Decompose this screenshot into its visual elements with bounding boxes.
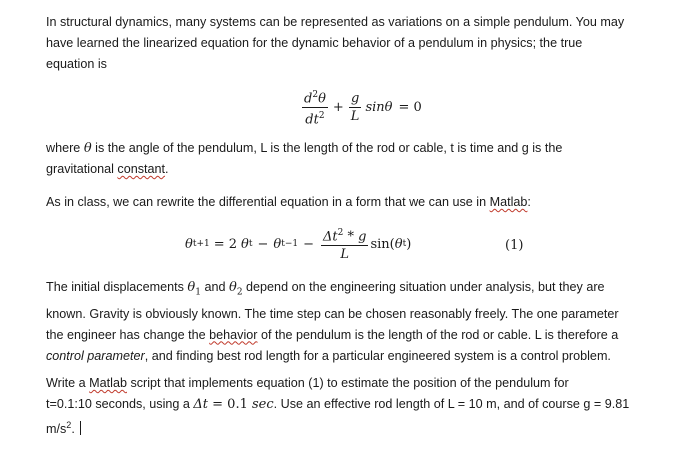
- intro-paragraph: [46, 12, 666, 75]
- rewrite-paragraph: As in class, we can rewrite the differential equation in a form that we can use in Matlab:: [46, 195, 531, 209]
- intro-line-3: equation is: [46, 57, 107, 71]
- spellcheck-matlab-2: Matlab: [89, 376, 127, 390]
- discrete-equation: θ t+1 = 2 θ t − θ t−1 − $\frac{\Delta t^2 * g}{L}$ sin( θ t ): [185, 228, 412, 263]
- spellcheck-matlab: Matlab: [489, 195, 528, 209]
- intro-line-2: have learned the linearized equation for the dynamic behavior of a pendulum in physics; the true: [46, 36, 583, 50]
- g-over-l-fraction: $\frac{g}{L}$: [350, 91, 360, 125]
- intro-line-1: In structural dynamics, many systems can be represented as variations on a simple pendulum. You may: [46, 15, 625, 29]
- pendulum-equation: $\frac{d^2\theta}{dt^2}$ + $\frac{g}{L}$ sinθ = 0: [304, 90, 422, 128]
- equation-number: (1): [505, 238, 524, 253]
- definitions-paragraph: where θ is the angle of the pendulum, L is the length of the rod or cable, t is time and g is the gravitational constant.: [46, 141, 563, 176]
- task-paragraph: Write a Matlab script that implements equation (1) to estimate the position of the pendulum for t=0.1:10 seconds, using a Δt = 0.1 sec. Use an effective rod length of L = 10 m, and of course g = 9.81 $m/s^2$.: [46, 376, 630, 437]
- second-derivative-fraction: $\frac{d^2\theta}{dt^2}$: [304, 90, 326, 128]
- timestep-fraction: $\frac{\Delta t^2 * g}{L}$: [323, 228, 367, 263]
- spellcheck-constant: constant: [117, 162, 166, 176]
- spellcheck-behavior: behavior: [209, 327, 258, 342]
- parameters-paragraph: The initial displacements $\theta_1$ and $\theta_2$ depend on the engineering situation under analysis, but they are known. Gravity is obviously known. The time step can be chosen reasonably freely. The one parameter the engineer has change the behavior of the pendulum is the length of the rod or cable. L is therefore a control parameter, and finding best rod length for a particular engineered system is a control problem.: [46, 280, 619, 363]
- text-cursor[interactable]: [80, 421, 81, 435]
